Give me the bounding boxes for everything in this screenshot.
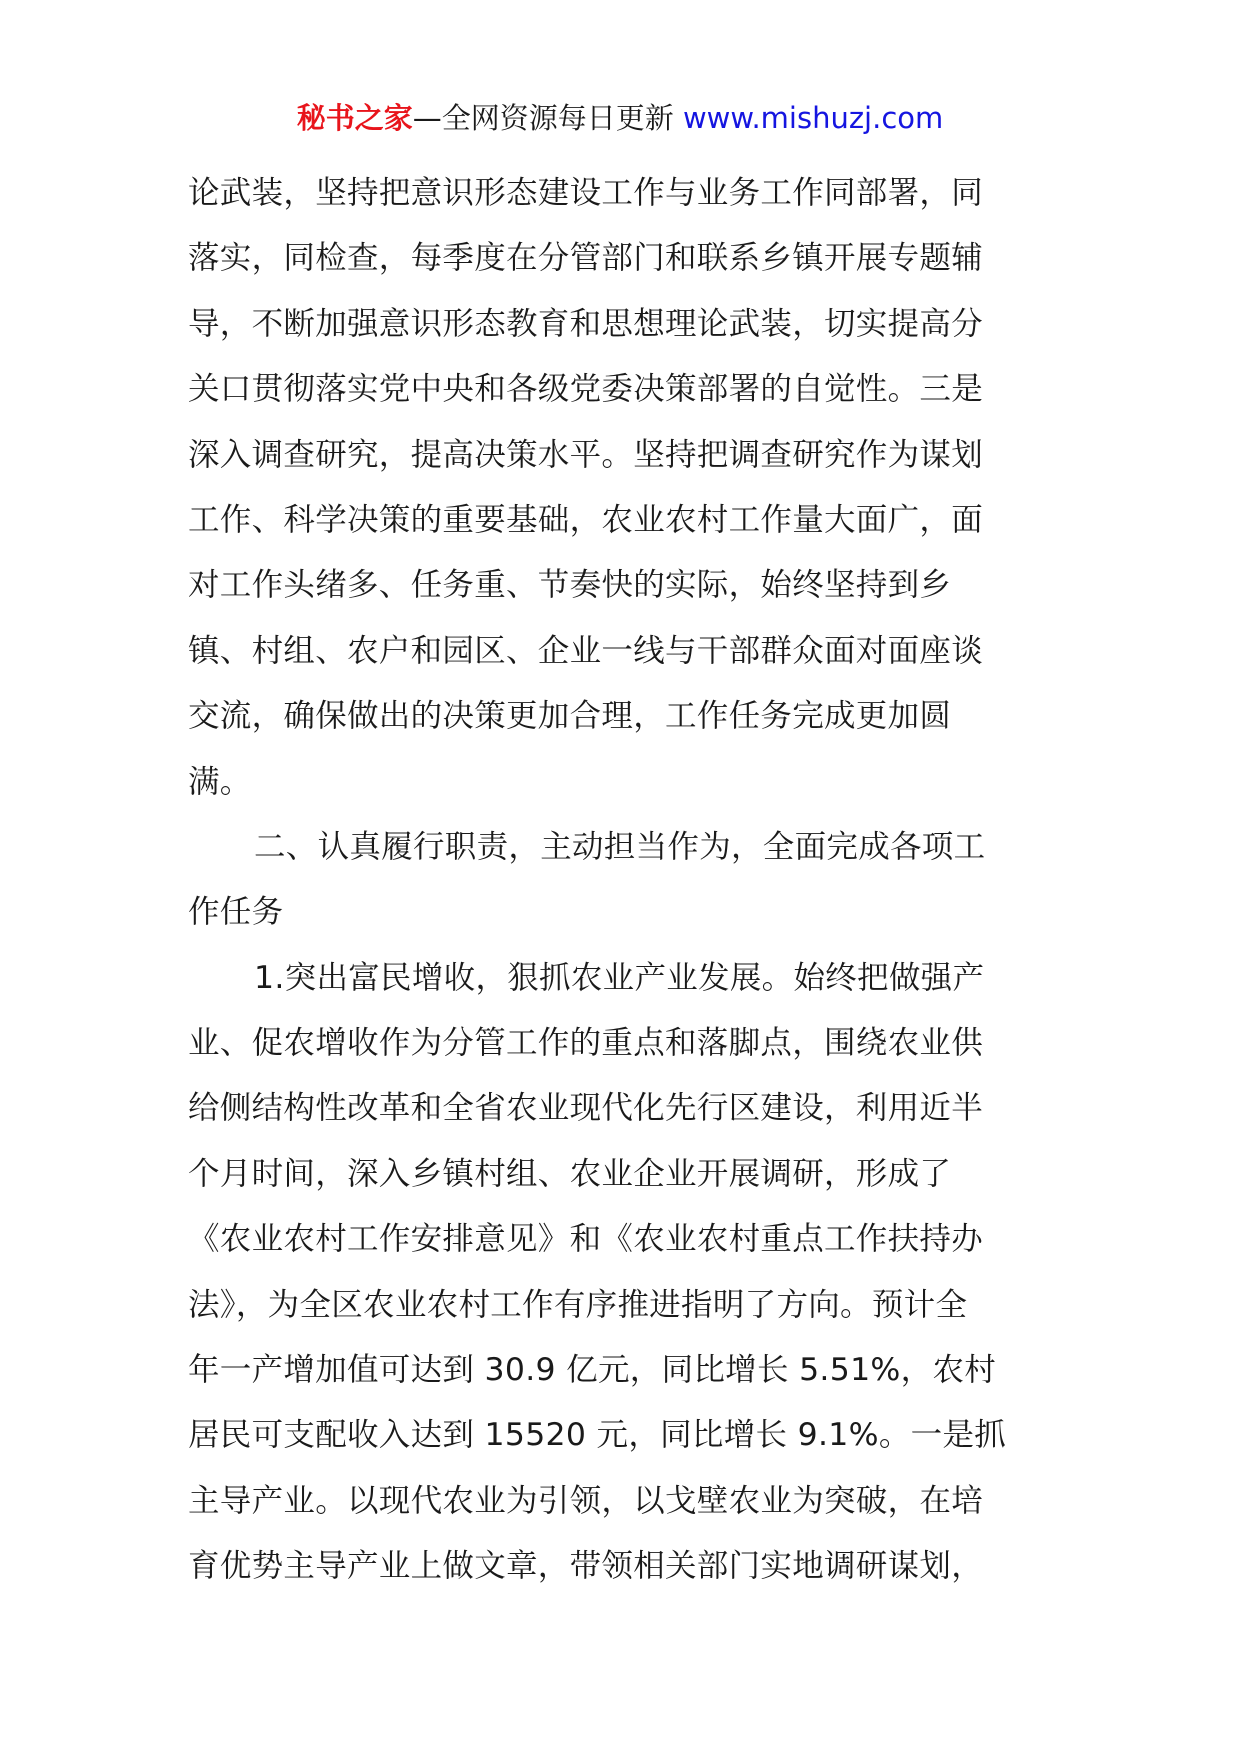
text-line: 主导产业。以现代农业为引领，以戈壁农业为突破，在培 bbox=[188, 1482, 984, 1519]
text-line: 关口贯彻落实党中央和各级党委决策部署的自觉性。三是 bbox=[188, 371, 984, 408]
section-heading-cont: 作任务 bbox=[188, 894, 284, 931]
text-line: 1.突出富民增收，狠抓农业产业发展。始终把做强产 bbox=[254, 959, 985, 996]
text-line: 业、促农增收作为分管工作的重点和落脚点，围绕农业供 bbox=[188, 1025, 984, 1062]
document-body bbox=[188, 161, 1068, 1600]
text-line: 交流，确保做出的决策更加合理，工作任务完成更加圆 bbox=[188, 698, 952, 735]
text-line: 个月时间，深入乡镇村组、农业企业开展调研，形成了 bbox=[188, 1155, 952, 1192]
text-line: 落实，同检查，每季度在分管部门和联系乡镇开展专题辅 bbox=[188, 240, 984, 277]
text-line: 对工作头绪多、任务重、节奏快的实际，始终坚持到乡 bbox=[188, 567, 952, 604]
text-line: 居民可支配收入达到 15520 元，同比增长 9.1%。一是抓 bbox=[188, 1417, 1007, 1454]
section-heading: 二、认真履行职责，主动担当作为，全面完成各项工 bbox=[254, 828, 986, 865]
text-line: 深入调查研究，提高决策水平。坚持把调查研究作为谋划 bbox=[188, 436, 984, 473]
text-line: 满。 bbox=[188, 763, 252, 800]
text-line: 镇、村组、农户和园区、企业一线与干部群众面对面座谈 bbox=[188, 632, 984, 669]
page-header bbox=[0, 98, 1240, 138]
text-line: 法》，为全区农业农村工作有序推进指明了方向。预计全 bbox=[188, 1286, 968, 1323]
text-line: 《农业农村工作安排意见》和《农业农村重点工作扶持办 bbox=[188, 1221, 984, 1258]
text-line: 育优势主导产业上做文章，带领相关部门实地调研谋划， bbox=[188, 1548, 984, 1585]
header-url-link[interactable]: www.mishuzj.com bbox=[682, 101, 944, 135]
text-line: 工作、科学决策的重要基础，农业农村工作量大面广，面 bbox=[188, 501, 984, 538]
header-tagline: —全网资源每日更新 bbox=[412, 101, 683, 135]
text-line: 年一产增加值可达到 30.9 亿元，同比增长 5.51%，农村 bbox=[188, 1352, 997, 1389]
text-line: 给侧结构性改革和全省农业现代化先行区建设，利用近半 bbox=[188, 1090, 984, 1127]
brand-name: 秘书之家 bbox=[296, 101, 413, 135]
text-line: 论武装，坚持把意识形态建设工作与业务工作同部署，同 bbox=[188, 175, 984, 211]
text-line: 导，不断加强意识形态教育和思想理论武装，切实提高分 bbox=[188, 305, 984, 342]
